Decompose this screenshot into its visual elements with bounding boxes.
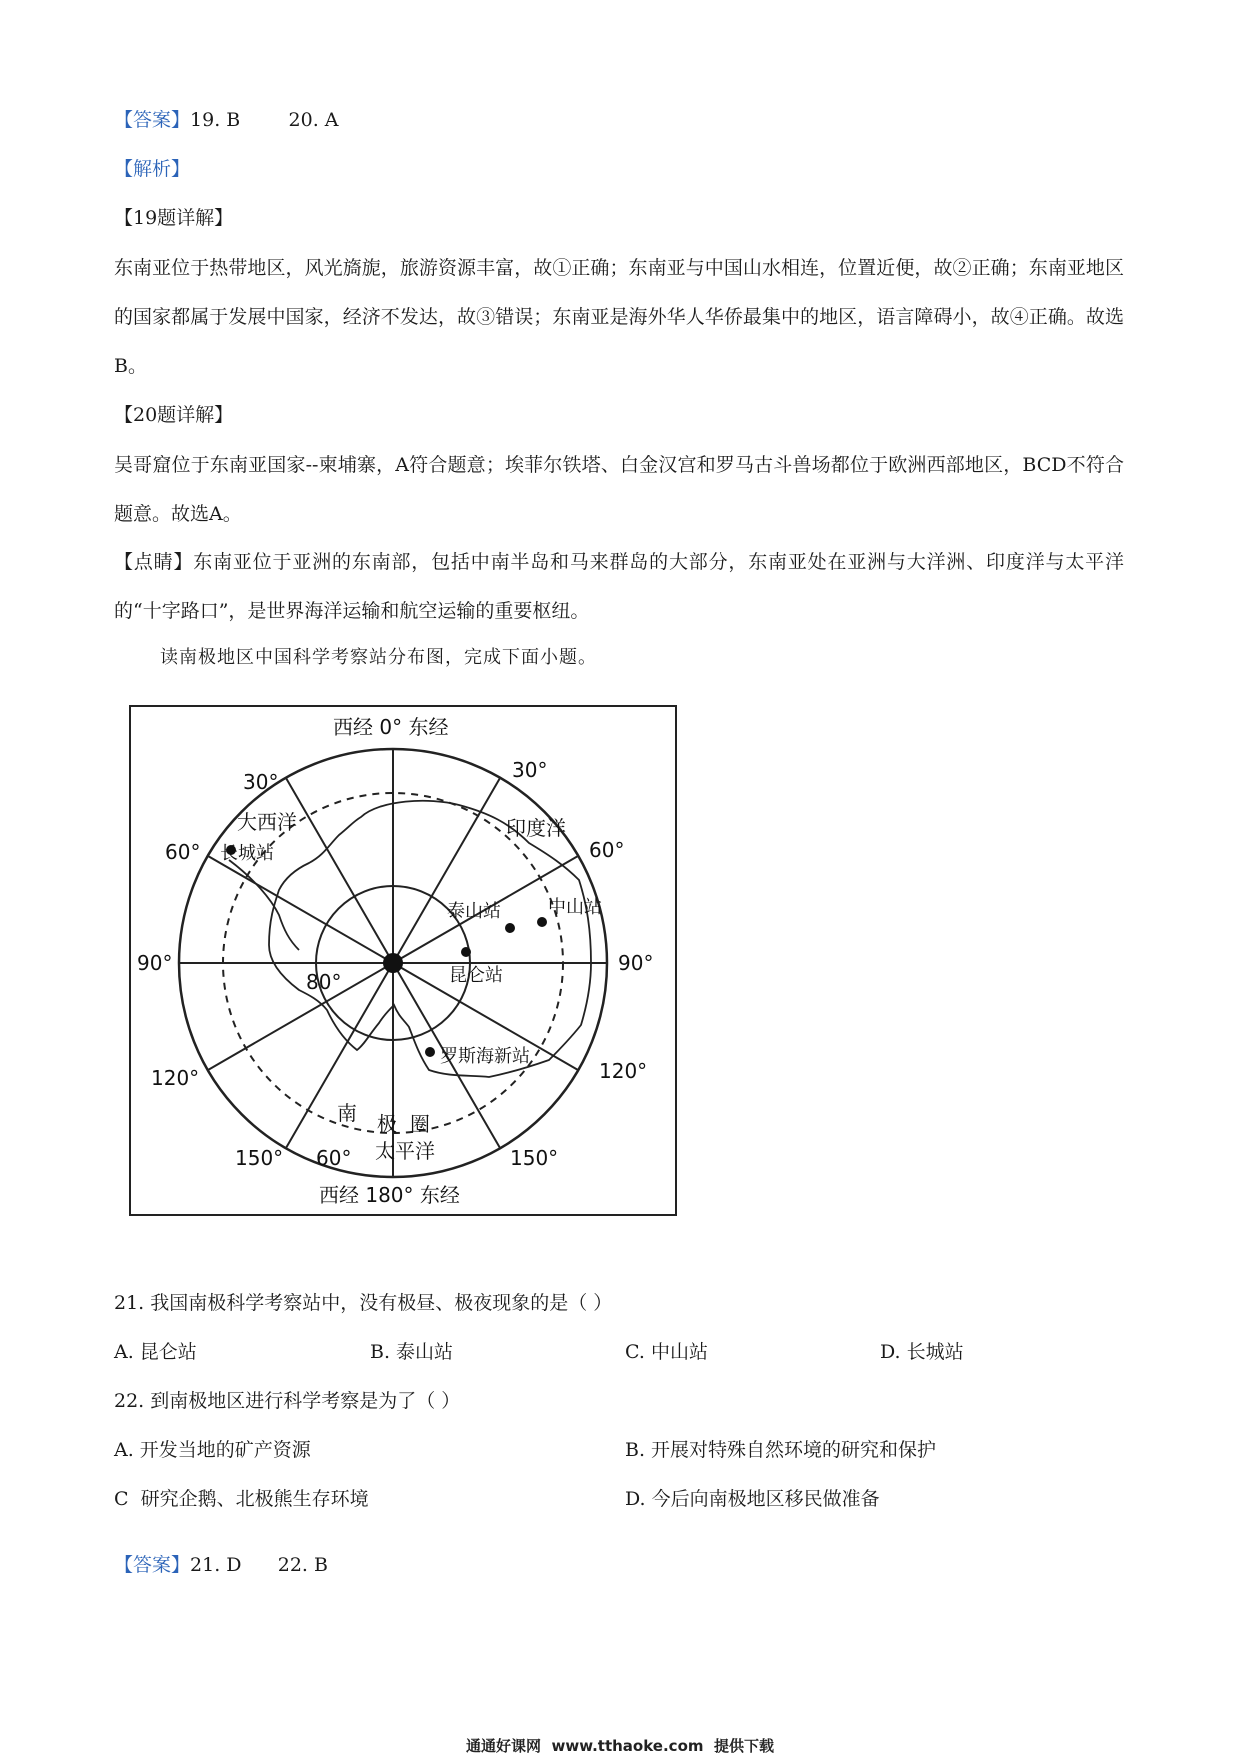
- ocean-label-indian: 印度洋: [506, 816, 566, 840]
- antarctic-station-map: [129, 705, 677, 1216]
- analysis-tag: 【解析】: [114, 158, 191, 180]
- map-bottom-label: 西经 180° 东经: [319, 1183, 460, 1207]
- answer2-tag: 【答案】: [114, 1554, 191, 1576]
- south-pole-marker: [383, 953, 403, 973]
- circle-label-char-2: 极: [377, 1112, 397, 1136]
- map-top-label: 西经 0° 东经: [333, 715, 449, 739]
- q22-option-c: C 研究企鹅、北极熊生存环境: [114, 1488, 369, 1510]
- q21-option-a: A. 昆仑站: [114, 1341, 197, 1363]
- comment-paragraph: [114, 538, 1124, 636]
- q20-detail-text: 吴哥窟位于东南亚国家--柬埔寨，A符合题意；埃菲尔铁塔、白金汉宫和罗马古斗兽场都位于欧洲西部地区，BCD不符合题意。故选A。: [114, 454, 1124, 525]
- q20-detail-title: 【20题详解】: [114, 404, 234, 426]
- circle-label-char-3: 圈: [410, 1112, 430, 1136]
- lon-label-60e: 60°: [589, 838, 625, 862]
- comment-tag: 【点睛】: [114, 551, 194, 573]
- circle-label-char-1: 南: [337, 1101, 357, 1125]
- lon-label-90w: 90°: [137, 951, 173, 975]
- ocean-label-pacific: 太平洋: [375, 1139, 435, 1163]
- q19-detail-text: 东南亚位于热带地区，风光旖旎，旅游资源丰富，故①正确；东南亚与中国山水相连，位置近便，故②正确；东南亚地区的国家都属于发展中国家，经济不发达，故③错误；东南亚是海外华人华侨最集中的地区，语言障碍小，故④正确。故选B。: [114, 257, 1124, 377]
- answer-tag: 【答案】: [114, 109, 191, 131]
- answer2-text: 21. D 22. B: [190, 1554, 328, 1576]
- station-label-zhongshan: 中山站: [548, 897, 602, 918]
- lat-label-80: 80°: [306, 970, 342, 994]
- ocean-label-atlantic: 大西洋: [237, 810, 297, 834]
- page-footer: 通通好课网 www.tthaoke.com 提供下载: [466, 1737, 774, 1755]
- answer-text: 19. B 20. A: [190, 109, 339, 131]
- q21-option-c: C. 中山站: [625, 1341, 708, 1363]
- comment-text: 东南亚位于亚洲的东南部，包括中南半岛和马来群岛的大部分，东南亚处在亚洲与大洋洲、印度洋与太平洋的“十字路口”，是世界海洋运输和航空运输的重要枢纽。: [114, 551, 1124, 622]
- q22-option-b: B. 开展对特殊自然环境的研究和保护: [625, 1439, 937, 1461]
- lon-label-150w: 150°: [235, 1146, 284, 1170]
- q21-option-b: B. 泰山站: [370, 1341, 454, 1363]
- station-label-changcheng: 长城站: [220, 843, 274, 864]
- q22-option-d: D. 今后向南极地区移民做准备: [625, 1488, 880, 1510]
- q19-detail-title: 【19题详解】: [114, 207, 234, 229]
- map-intro: 读南极地区中国科学考察站分布图，完成下面小题。: [160, 647, 597, 668]
- q21-stem: 21. 我国南极科学考察站中，没有极昼、极夜现象的是（ ）: [114, 1292, 613, 1314]
- q21-option-d: D. 长城站: [880, 1341, 964, 1363]
- lon-label-90e: 90°: [618, 951, 654, 975]
- lon-label-150e: 150°: [510, 1146, 559, 1170]
- answer-line-1: [114, 108, 339, 132]
- lon-label-30w: 30°: [243, 770, 279, 794]
- zhongshan-station-marker: [537, 917, 547, 927]
- lon-label-30e: 30°: [512, 758, 548, 782]
- kunlun-station-marker: [461, 947, 471, 957]
- q22-option-a: A. 开发当地的矿产资源: [114, 1439, 311, 1461]
- rosshai-station-marker: [425, 1047, 435, 1057]
- answer-line-2: [114, 1553, 328, 1577]
- lon-label-60w: 60°: [165, 840, 201, 864]
- q22-stem: 22. 到南极地区进行科学考察是为了（ ）: [114, 1390, 461, 1412]
- lon-label-120w: 120°: [151, 1066, 200, 1090]
- taishan-station-marker: [505, 923, 515, 933]
- station-label-rosshai: 罗斯海新站: [440, 1046, 530, 1067]
- station-label-kunlun: 昆仑站: [449, 965, 503, 986]
- lon-label-120e: 120°: [599, 1059, 648, 1083]
- lat-label-60: 60°: [316, 1146, 352, 1170]
- station-label-taishan: 泰山站: [447, 901, 501, 922]
